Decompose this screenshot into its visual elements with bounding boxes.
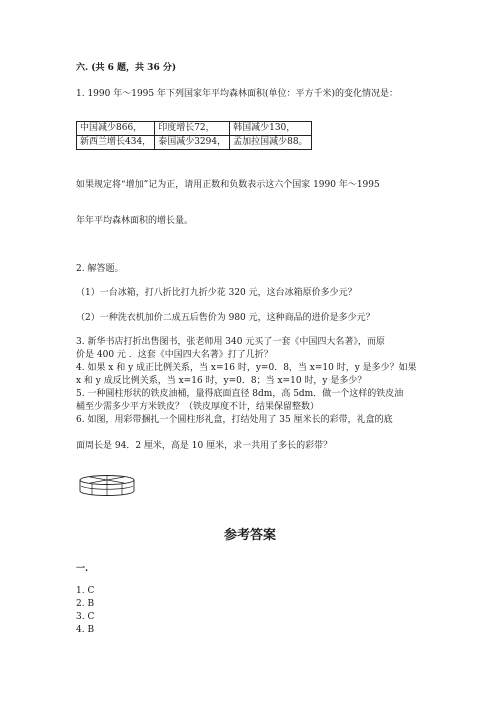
question-3-line-1: 3. 新华书店打折出售图书，张老师用 340 元买了一套《中国四大名著》，而原	[76, 337, 385, 347]
question-2-sub-2: （2）一种洗衣机加价二成五后售价为 980 元，这种商品的进价是多少元？	[76, 313, 375, 323]
answer-item: 4. B	[76, 625, 95, 635]
answers-part-1-heading: 一.	[76, 564, 89, 574]
table-cell: 新西兰增长434，	[77, 136, 155, 150]
question-2-sub-1: （1）一台冰箱，打八折比打九折少花 320 元，这台冰箱原价多少元？	[76, 288, 357, 298]
question-4-line-2: x 和 y 成反比例关系，当 x=16 时，y=0．8；当 x=10 时，y 是多少？	[76, 376, 367, 386]
table-cell: 中国减少866，	[77, 122, 155, 136]
question-4-line-1: 4. 如果 x 和 y 成正比例关系，当 x=16 时，y=0．8，当 x=10 时，y 是多少？如果	[76, 363, 417, 373]
question-5-line-2: 桶至少需多少平方米铁皮？（铁皮厚度不计，结果保留整数）	[76, 402, 320, 412]
forest-area-table	[76, 121, 312, 150]
question-3-line-2: 价是 400 元 ．这套《中国四大名著》打了几折？	[76, 350, 273, 360]
table-row	[77, 136, 312, 150]
cylinder-gift-box-figure	[78, 474, 136, 498]
question-6-line-2: 面周长是 94．2 厘米，高是 10 厘米，求一共用了多长的彩带？	[76, 441, 333, 451]
question-6-line-1: 6. 如图，用彩带捆扎一个圆柱形礼盒，打结处用了 35 厘米长的彩带，礼盒的底	[76, 415, 393, 425]
answers-title: 参考答案	[223, 528, 276, 543]
answer-item: 1. C	[76, 586, 95, 596]
table-cell: 韩国减少130，	[230, 122, 311, 136]
question-2-stem: 2. 解答题。	[76, 264, 124, 274]
question-5-line-1: 5. 一种圆柱形状的铁皮油桶，量得底面直径 8dm，高 5dm．做一个这样的铁皮油	[76, 389, 404, 399]
table-cell: 孟加拉国减少88。	[230, 136, 311, 150]
question-1-instruction-line-2: 年年平均森林面积的增长量。	[76, 216, 194, 226]
table-cell: 泰国减少3294，	[155, 136, 230, 150]
answer-item: 3. C	[76, 612, 95, 622]
question-1-instruction-line-1: 如果规定将“增加”记为正，请用正数和负数表示这六个国家 1990 年～1995	[76, 180, 380, 190]
answer-item: 2. B	[76, 599, 95, 609]
section-heading: 六. (共 6 题，共 36 分)	[76, 63, 177, 73]
question-1-stem: 1. 1990 年～1995 年下列国家年平均森林面积(单位：平方千米)的变化情况是：	[76, 89, 399, 99]
table-cell: 印度增长72，	[155, 122, 230, 136]
table-row	[77, 122, 312, 136]
